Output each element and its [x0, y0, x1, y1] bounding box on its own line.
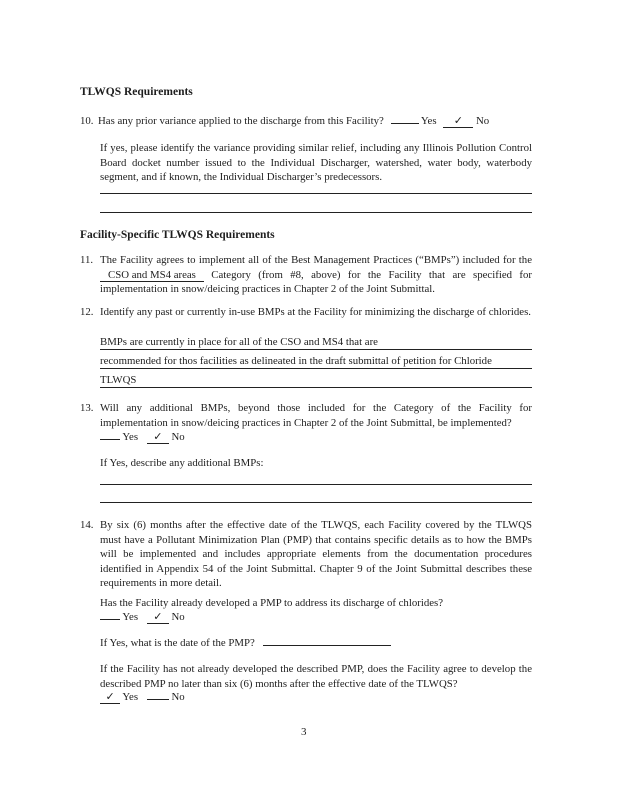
q10-yes-label: Yes	[420, 115, 437, 127]
q14-sub1-text: Has the Facility already developed a PMP to address its discharge of chlorides?	[100, 597, 444, 609]
q12-answer-line-1[interactable]: BMPs are currently in place for all of the CSO and MS4 that are	[100, 335, 532, 350]
q13-yes-label: Yes	[122, 431, 139, 443]
q14-sub3-no-blank[interactable]	[147, 699, 169, 700]
q13-answer-line[interactable]	[100, 502, 532, 503]
pmp-date-field[interactable]	[263, 645, 391, 646]
q10-no-label: No	[475, 115, 490, 127]
q14-sub2	[100, 636, 391, 651]
q13-yes-blank[interactable]	[100, 439, 120, 440]
q13-text: Will any additional BMPs, beyond those included for the Category of the Facility for implementation in snow/deicing practices in Chapter 2 of the Joint Submittal, be implemented?	[100, 402, 532, 429]
page-number: 3	[301, 726, 307, 738]
q10-yes-blank[interactable]	[391, 123, 419, 124]
q13-no-label: No	[171, 431, 185, 443]
q14-number: 14.	[80, 519, 94, 531]
q14-sub3-yes-label: Yes	[122, 691, 139, 703]
q10-no-blank[interactable]: ✓	[443, 116, 473, 128]
q13-no-blank[interactable]: ✓	[147, 432, 169, 444]
q12-text: Identify any past or currently in-use BMPs at the Facility for minimizing the discharge of chlorides.	[100, 306, 531, 318]
q11-text	[100, 253, 532, 297]
q14-sub1-answer	[100, 610, 185, 625]
q10-answer-line[interactable]	[100, 193, 532, 194]
q14-sub3-no-label: No	[171, 691, 185, 703]
q12-answer-line-3[interactable]: TLWQS	[100, 373, 532, 388]
q10-text: Has any prior variance applied to the discharge from this Facility?	[98, 115, 384, 127]
q11-text-part2: Category (from #8, above) for the Facility that are specified for implementation in snow/deicing practices in Chapter 2 of the Joint Submittal.	[100, 268, 533, 296]
q11-number: 11.	[80, 254, 94, 266]
q10-number: 10.	[80, 115, 94, 127]
q14-text: By six (6) months after the effective date of the TLWQS, each Facility covered by the TLWQS must have a Pollutant Minimization Plan (PMP) that contains specific details as to how the BMPs will be implemented and includes appropriate elements from the documentation procedures identified in Appendix 54 of the Joint Submittal. Chapter 9 of the Joint Submittal describes these requirements in more detail.	[100, 519, 532, 590]
q14-sub1-yes-label: Yes	[122, 611, 139, 623]
q12-answer-line-2[interactable]: recommended for thos facilities as delineated in the draft submittal of petition for Chloride	[100, 354, 532, 369]
q13-answer-line[interactable]	[100, 484, 532, 485]
q14-sub1-no-label: No	[171, 611, 185, 623]
q11-category-field[interactable]: CSO and MS4 areas	[100, 270, 204, 282]
section-heading-facility-specific: Facility-Specific TLWQS Requirements	[80, 229, 275, 241]
q13-answer	[100, 430, 185, 445]
q10-followup: If yes, please identify the variance providing similar relief, including any Illinois Pollution Control Board docket number issued to the Individual Discharger, watershed, water body, waterbody segment, and if known, the Individual Discharger’s predecessors.	[100, 142, 532, 184]
q14-sub1-yes-blank[interactable]	[100, 619, 120, 620]
q14-sub3-answer	[100, 690, 185, 705]
q10-question	[98, 114, 489, 129]
q14-sub1-no-blank[interactable]: ✓	[147, 612, 169, 624]
q14-sub3-yes-blank[interactable]: ✓	[100, 692, 120, 704]
q14-sub2-text: If Yes, what is the date of the PMP?	[100, 637, 255, 649]
q13-followup: If Yes, describe any additional BMPs:	[100, 457, 264, 469]
q14-sub3-text: If the Facility has not already developed the described PMP, does the Facility agree to develop the described PMP no later than six (6) months after the effective date of the TLWQS?	[100, 663, 532, 690]
q12-number: 12.	[80, 306, 94, 318]
q13-number: 13.	[80, 402, 94, 414]
q10-answer-line[interactable]	[100, 212, 532, 213]
q11-text-part1: The Facility agrees to implement all of the Best Management Practices (“BMPs”) included for the	[100, 254, 532, 266]
section-heading-tlwqs: TLWQS Requirements	[80, 86, 193, 98]
